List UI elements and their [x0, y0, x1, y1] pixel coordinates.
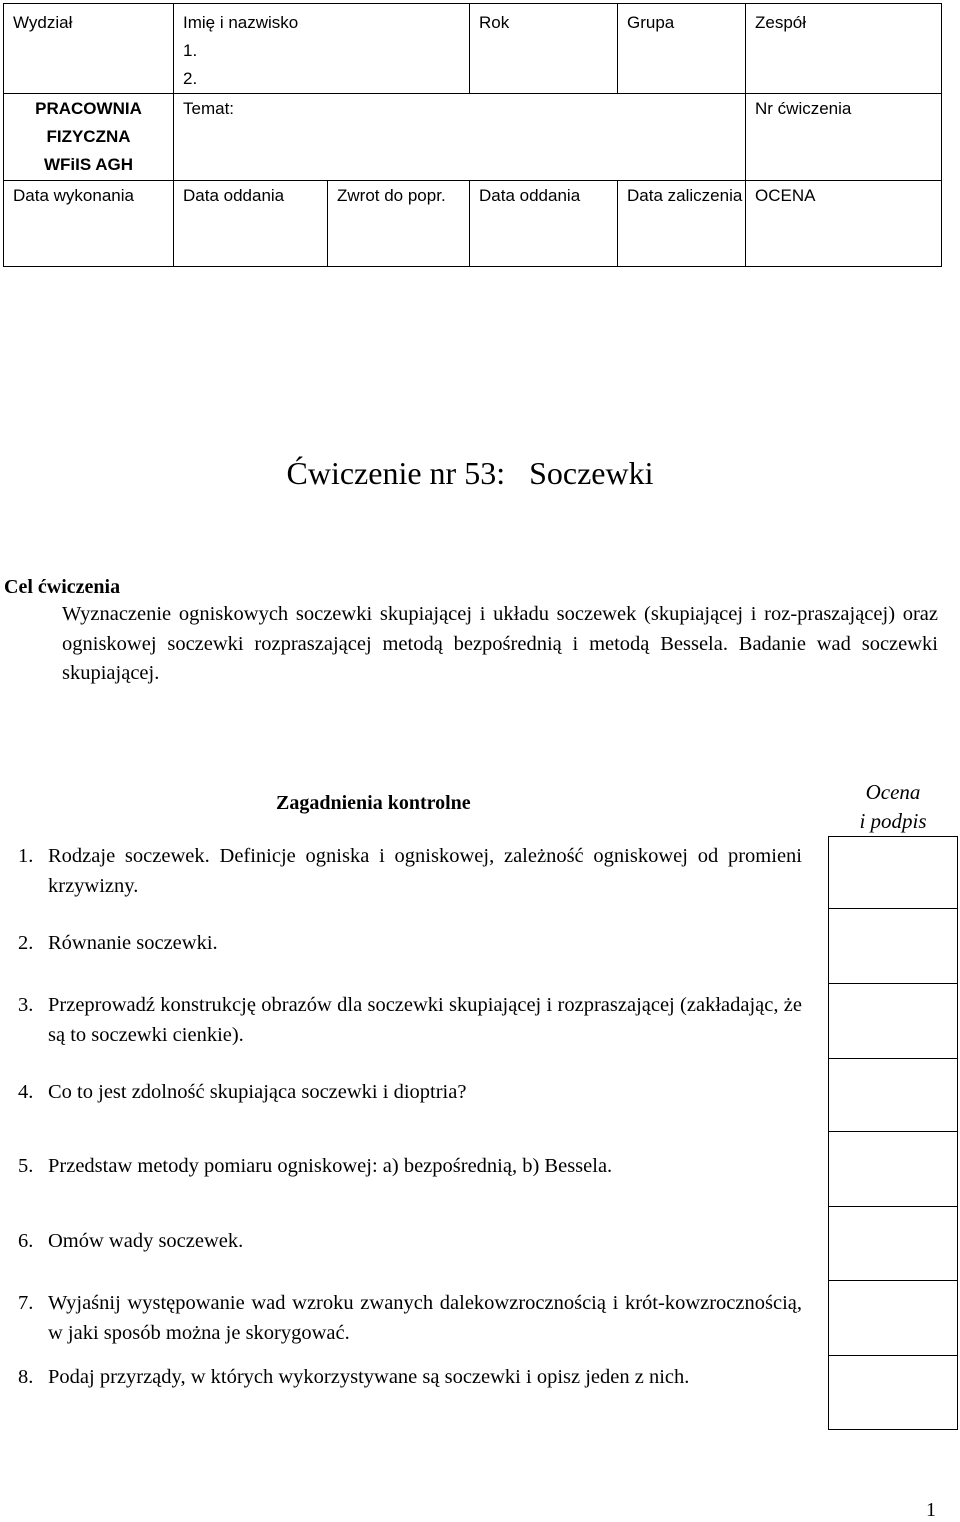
question-item — [18, 1289, 802, 1348]
question-item — [18, 991, 802, 1050]
page-number: 1 — [926, 1499, 936, 1521]
question-text: Podaj przyrządy, w których wykorzystywane są soczewki i opisz jeden z nich. — [48, 1366, 690, 1388]
questions-heading: Zagadnienia kontrolne — [276, 792, 471, 814]
question-item — [18, 1363, 802, 1393]
question-number: 7. — [18, 1292, 34, 1314]
year-label: Rok — [470, 4, 618, 94]
question-item — [18, 842, 802, 901]
grade-signature-line-1: Ocena — [865, 780, 921, 804]
exercise-number-cell: Nr ćwiczenia — [746, 94, 942, 181]
exercise-title: Ćwiczenie nr 53: Soczewki — [286, 455, 654, 491]
return-for-correction-label: Zwrot do popr. — [328, 181, 470, 267]
grade-box[interactable] — [828, 1058, 958, 1132]
group-label: Grupa — [618, 4, 746, 94]
team-label: Zespół — [746, 4, 942, 94]
question-number: 6. — [18, 1230, 34, 1252]
goal-heading: Cel ćwiczenia — [4, 576, 121, 598]
grade-box[interactable] — [828, 1131, 958, 1207]
date-passed-label: Data zaliczenia — [618, 181, 746, 267]
date-submitted-label: Data oddania — [174, 181, 328, 267]
question-number: 5. — [18, 1155, 34, 1177]
question-number: 3. — [18, 994, 34, 1016]
question-text: Przeprowadź konstrukcję obrazów dla soczewki skupiającej i rozpraszającej (zakładając, że są to soczewki cienkie). — [48, 994, 802, 1046]
lab-name-line-2: FIZYCZNA — [46, 127, 131, 146]
lab-name — [4, 94, 174, 181]
names-label: Imię i nazwisko — [183, 13, 299, 32]
question-number: 1. — [18, 845, 34, 867]
question-text: Co to jest zdolność skupiająca soczewki i dioptria? — [48, 1081, 467, 1103]
goal-text: Wyznaczenie ogniskowych soczewki skupiającej i układu soczewek (skupiającej i roz-praszającej) oraz ogniskowej soczewki rozpraszającej metodą bezpośrednią i metodą Bessela. Badanie wad soczewki skupiającej. — [62, 603, 938, 684]
lab-name-line-1: PRACOWNIA — [35, 99, 142, 118]
question-item — [18, 1152, 802, 1182]
grade-box[interactable] — [828, 908, 958, 984]
question-text: Przedstaw metody pomiaru ogniskowej: a) bezpośrednią, b) Bessela. — [48, 1155, 613, 1177]
question-number: 2. — [18, 932, 34, 954]
grade-box[interactable] — [828, 1280, 958, 1356]
person-2: 2. — [183, 69, 198, 88]
question-item — [18, 929, 802, 959]
question-text: Omów wady soczewek. — [48, 1230, 244, 1252]
grade-box[interactable] — [828, 836, 958, 909]
lab-name-line-3: WFiIS AGH — [43, 155, 134, 174]
grade-signature-header — [828, 778, 958, 836]
question-item — [18, 1227, 802, 1257]
header-table — [3, 3, 942, 267]
grade-signature-line-2: i podpis — [859, 809, 927, 833]
grade-box[interactable] — [828, 983, 958, 1059]
question-text: Wyjaśnij występowanie wad wzroku zwanych dalekowzrocznością i krót-kowzrocznością, w jaki sposób można je skorygować. — [48, 1292, 802, 1344]
question-text: Równanie soczewki. — [48, 932, 218, 954]
question-number: 8. — [18, 1366, 34, 1388]
question-number: 4. — [18, 1081, 34, 1103]
question-text: Rodzaje soczewek. Definicje ogniska i ogniskowej, zależność ogniskowej od promieni krzywizny. — [48, 845, 802, 897]
faculty-label: Wydział — [4, 4, 174, 94]
topic-cell: Temat: — [174, 94, 746, 181]
grade-box[interactable] — [828, 1355, 958, 1430]
date-performed-label: Data wykonania — [4, 181, 174, 267]
question-item — [18, 1078, 802, 1108]
date-resubmitted-label: Data oddania — [470, 181, 618, 267]
names-cell — [174, 4, 470, 94]
person-1: 1. — [183, 41, 198, 60]
grade-box[interactable] — [828, 1206, 958, 1281]
grade-label: OCENA — [746, 181, 942, 267]
